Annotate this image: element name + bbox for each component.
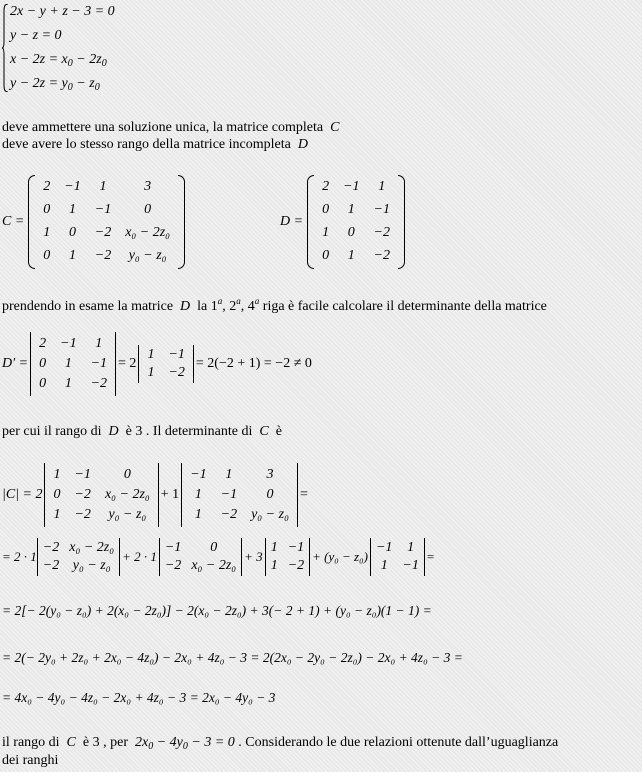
matrix-d-cell: 1 bbox=[378, 179, 386, 194]
exp-minor-a-cell: −2 bbox=[42, 540, 60, 555]
matrix-d-cell: 1 bbox=[322, 225, 330, 240]
det-c-minor2-cell: y₀ − z₀ bbox=[251, 507, 289, 522]
exp-minor-c-cell: 1 bbox=[270, 540, 278, 555]
matrix-d-cell: 0 bbox=[322, 248, 330, 263]
det-c-minor1-cell: 0 bbox=[53, 487, 61, 502]
system-eq3: $x - 2z = x_0 - 2z_0$ bbox=[10, 52, 107, 69]
text-final-2: dei ranghi bbox=[2, 753, 59, 768]
det-c-minor2-cell: 1 bbox=[194, 487, 202, 502]
exp-minor-b bbox=[160, 537, 241, 577]
matrix-c-cell: −2 bbox=[94, 225, 112, 240]
det-c-minor1-cell: −1 bbox=[74, 467, 91, 482]
text-rango: per cui il rango di D è 3 . Il determinante di C è bbox=[2, 424, 282, 439]
step-3: = 4x₀ − 4y₀ − 4z₀ − 2x₀ + 4z₀ − 3 = 2x₀ − 4y₀ − 3 bbox=[2, 690, 276, 705]
matrix-d-cell: 0 bbox=[322, 202, 330, 217]
matrix-d bbox=[280, 174, 405, 269]
exp-minor-c bbox=[266, 537, 309, 577]
exp-end: = bbox=[426, 549, 435, 564]
det-c-minor1-cell: y₀ − z₀ bbox=[108, 507, 147, 522]
det-dprime bbox=[2, 331, 312, 397]
matrix-c-cell: 2 bbox=[43, 179, 51, 194]
exp-minor-b-cell: −2 bbox=[164, 558, 182, 573]
exp-minor-b-cell: x₀ − 2z₀ bbox=[191, 558, 237, 573]
exp-minor-a bbox=[38, 537, 119, 577]
exp-p2: + 3 bbox=[244, 549, 263, 564]
det-c-end: = bbox=[299, 487, 308, 502]
matrix-d-cell: 2 bbox=[322, 179, 330, 194]
matrix-c-cell: 0 bbox=[43, 248, 51, 263]
det-dprime-minor bbox=[139, 342, 192, 386]
matrix-c-cell: 0 bbox=[144, 202, 152, 217]
det-c-minor2-cell: 0 bbox=[266, 487, 274, 502]
det-c-minor1-cell: 1 bbox=[53, 467, 61, 482]
exp-minor-d bbox=[371, 537, 424, 577]
det-c-minor1-cell: 0 bbox=[123, 467, 131, 482]
det-dprime-minor-cell: 1 bbox=[147, 365, 155, 380]
matrix-c-cell: 0 bbox=[43, 202, 51, 217]
exp-minor-a-cell: x₀ − 2z₀ bbox=[69, 540, 115, 555]
exp-minor-c-cell: 1 bbox=[270, 558, 278, 573]
system-eq2: y − z = 0 bbox=[10, 28, 62, 43]
matrix-c-cell: 0 bbox=[69, 225, 77, 240]
det-c-minor2 bbox=[182, 462, 297, 528]
matrix-d-cell: −1 bbox=[343, 179, 360, 194]
det-dprime-cell: −1 bbox=[90, 356, 108, 371]
matrix-d-cell: 1 bbox=[347, 248, 355, 263]
det-c-minor2-cell: 1 bbox=[225, 467, 233, 482]
matrix-d-label: D = bbox=[280, 213, 304, 229]
det-dprime-cell: 1 bbox=[64, 356, 72, 371]
text-line1: deve ammettere una soluzione unica, la matrice completa C bbox=[2, 120, 340, 135]
matrix-c-cell: 1 bbox=[43, 225, 51, 240]
matrix-c-label: C = bbox=[2, 213, 25, 229]
det-dprime-minor-cell: −2 bbox=[168, 365, 185, 380]
exp-start: = 2 · 1 bbox=[2, 549, 37, 564]
matrix-c-cell: 3 bbox=[144, 179, 152, 194]
det-c-minor1-cell: −2 bbox=[74, 507, 91, 522]
det-dprime-cell: −1 bbox=[60, 336, 77, 351]
matrix-c-cell: 1 bbox=[99, 179, 107, 194]
exp-minor-c-cell: −2 bbox=[287, 558, 305, 573]
exp-minor-b-cell: −1 bbox=[164, 540, 182, 555]
det-c-minor2-cell: 1 bbox=[194, 507, 202, 522]
matrix-d-cell: 1 bbox=[347, 202, 355, 217]
exp-p3: + (y₀ − z₀) bbox=[312, 549, 368, 564]
matrix-c bbox=[2, 174, 185, 269]
exp-minor-d-cell: −1 bbox=[375, 540, 393, 555]
det-dprime-minor-cell: −1 bbox=[168, 347, 185, 362]
exp-minor-b-cell: 0 bbox=[210, 540, 218, 555]
det-c-minor1-cell: 1 bbox=[53, 507, 61, 522]
det-c-minor2-cell: 3 bbox=[266, 467, 274, 482]
matrix-c-cell: −1 bbox=[64, 179, 81, 194]
det-dprime-grid bbox=[31, 331, 115, 397]
det-c-minor2-cell: −2 bbox=[220, 507, 238, 522]
exp-p1: + 2 · 1 bbox=[122, 549, 157, 564]
system-eq1: 2x − y + z − 3 = 0 bbox=[10, 4, 115, 19]
system-eq4: $y - 2z = y_0 - z_0$ bbox=[10, 76, 100, 93]
text-final: il rango di C è 3 , per $2x_0 - 4y_0 - 3 = 0$ . Considerando le due relazioni ottenute dall’uguaglianza bbox=[2, 735, 559, 752]
exp-minor-a-cell: y₀ − z₀ bbox=[72, 558, 111, 573]
det-c bbox=[2, 462, 308, 528]
matrix-c-cell: y₀ − z₀ bbox=[128, 248, 167, 263]
text-prendendo: prendendo in esame la matrice D la 1$^a$, 2$^a$, 4$^a$ riga è facile calcolare il determinante della matrice bbox=[2, 296, 547, 314]
matrix-c-cell: x₀ − 2z₀ bbox=[125, 225, 171, 240]
exp-minor-a-cell: −2 bbox=[42, 558, 60, 573]
det-c-minor1-cell: x₀ − 2z₀ bbox=[104, 487, 150, 502]
det-dprime-cell: 0 bbox=[39, 356, 47, 371]
exp-minor-d-cell: 1 bbox=[407, 540, 415, 555]
exp-minor-c-cell: −1 bbox=[287, 540, 305, 555]
exp-minor-d-cell: 1 bbox=[380, 558, 388, 573]
det-dprime-cell: 1 bbox=[95, 336, 103, 351]
det-dprime-label: D′ = bbox=[2, 356, 29, 371]
det-c-label: |C| = 2 bbox=[2, 487, 43, 502]
matrix-c-cell: −2 bbox=[94, 248, 112, 263]
det-dprime-mid: = 2 bbox=[118, 356, 137, 371]
expansion bbox=[2, 537, 434, 577]
det-dprime-cell: 1 bbox=[64, 376, 72, 391]
det-dprime-minor-cell: 1 bbox=[147, 347, 155, 362]
matrix-d-cell: −2 bbox=[373, 225, 390, 240]
matrix-d-cell: 0 bbox=[347, 225, 355, 240]
matrix-d-cell: −1 bbox=[373, 202, 390, 217]
matrix-c-cell: −1 bbox=[94, 202, 112, 217]
det-c-minor1 bbox=[45, 462, 157, 528]
matrix-c-cell: 1 bbox=[69, 248, 77, 263]
det-dprime-cell: 2 bbox=[39, 336, 47, 351]
matrix-d-grid bbox=[314, 174, 398, 269]
text-line2: deve avere lo stesso rango della matrice incompleta D bbox=[2, 137, 308, 152]
det-c-minor2-cell: −1 bbox=[220, 487, 238, 502]
det-c-minor1-cell: −2 bbox=[74, 487, 91, 502]
det-c-plus: + 1 bbox=[160, 487, 180, 502]
step-1: = 2[− 2(y₀ − z₀) + 2(x₀ − 2z₀)] − 2(x₀ − 2z₀) + 3(− 2 + 1) + (y₀ − z₀)(1 − 1) = bbox=[2, 603, 432, 618]
matrix-c-grid bbox=[35, 174, 178, 269]
det-dprime-cell: 0 bbox=[39, 376, 47, 391]
system-brace bbox=[2, 4, 8, 92]
exp-minor-d-cell: −1 bbox=[402, 558, 419, 573]
matrix-c-cell: 1 bbox=[69, 202, 77, 217]
matrix-d-cell: −2 bbox=[373, 248, 390, 263]
step-2: = 2(− 2y₀ + 2z₀ + 2x₀ − 4z₀) − 2x₀ + 4z₀ − 3 = 2(2x₀ − 2y₀ − 2z₀) − 2x₀ + 4z₀ − 3 = bbox=[2, 650, 463, 665]
det-c-minor2-cell: −1 bbox=[190, 467, 207, 482]
det-dprime-cell: −2 bbox=[90, 376, 108, 391]
det-dprime-result: = 2(−2 + 1) = −2 ≠ 0 bbox=[195, 356, 312, 371]
